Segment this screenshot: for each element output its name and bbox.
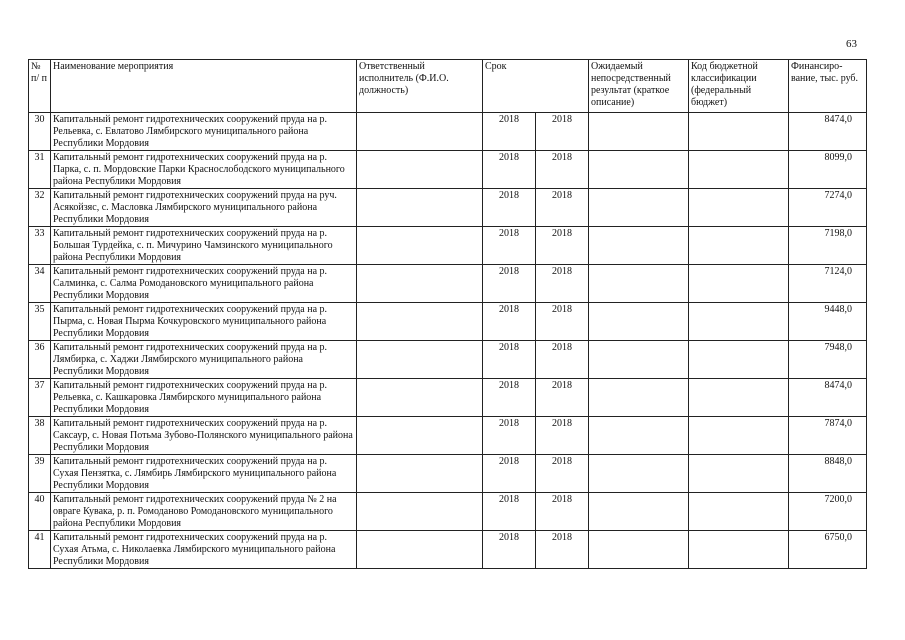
cell-budget-code-text xyxy=(691,456,786,491)
cell-financing xyxy=(789,493,867,531)
cell-num-text: 39 xyxy=(34,456,45,467)
cell-num-text: 34 xyxy=(34,266,45,277)
cell-result xyxy=(589,113,689,151)
cell-budget-code xyxy=(689,227,789,265)
cell-end-year-text: 2018 xyxy=(552,532,572,543)
cell-end-year-text: 2018 xyxy=(552,152,572,163)
cell-financing-text: 7874,0 xyxy=(824,418,852,429)
cell-budget-code xyxy=(689,265,789,303)
cell-budget-code xyxy=(689,151,789,189)
cell-start-year xyxy=(483,151,536,189)
cell-num-text: 40 xyxy=(34,494,45,505)
cell-start-year xyxy=(483,227,536,265)
cell-financing-text: 8474,0 xyxy=(824,114,852,125)
cell-start-year xyxy=(483,379,536,417)
cell-responsible-text xyxy=(359,532,480,567)
cell-budget-code xyxy=(689,417,789,455)
cell-responsible-text xyxy=(359,190,480,225)
cell-budget-code-text xyxy=(691,342,786,377)
cell-financing-text: 8848,0 xyxy=(824,456,852,467)
cell-name-text: Капитальный ремонт гидротехнических сооружений пруда на р. Парка, с. п. Мордовские Парки Краснослободского муниципального района Республики Мордовия xyxy=(53,152,345,187)
cell-responsible-text xyxy=(359,456,480,491)
cell-result-text xyxy=(591,380,686,415)
cell-end-year-text: 2018 xyxy=(552,266,572,277)
cell-name xyxy=(51,341,357,379)
cell-num-text: 31 xyxy=(34,152,45,163)
cell-budget-code-text xyxy=(691,380,786,415)
cell-end-year-text: 2018 xyxy=(552,380,572,391)
cell-result-text xyxy=(591,456,686,491)
cell-result-text xyxy=(591,228,686,263)
cell-responsible xyxy=(357,341,483,379)
cell-name xyxy=(51,227,357,265)
cell-name xyxy=(51,303,357,341)
cell-name xyxy=(51,189,357,227)
cell-end-year-text: 2018 xyxy=(552,494,572,505)
cell-num xyxy=(29,341,51,379)
cell-financing-text: 7948,0 xyxy=(824,342,852,353)
cell-financing-text: 7200,0 xyxy=(824,494,852,505)
cell-start-year-text: 2018 xyxy=(499,494,519,505)
cell-budget-code xyxy=(689,113,789,151)
cell-num xyxy=(29,265,51,303)
cell-result xyxy=(589,189,689,227)
table-body xyxy=(29,113,867,569)
cell-num-text: 36 xyxy=(34,342,45,353)
header-name: Наименование мероприятия xyxy=(51,60,357,113)
cell-result xyxy=(589,379,689,417)
cell-end-year xyxy=(536,341,589,379)
cell-result xyxy=(589,531,689,569)
cell-financing xyxy=(789,113,867,151)
cell-name-text: Капитальный ремонт гидротехнических сооружений пруда на р. Рельевка, с. Евлатово Лямбирского муниципального района Республики Мордовия xyxy=(53,114,328,149)
header-responsible: Ответственный исполнитель (Ф.И.О. должность) xyxy=(357,60,483,113)
cell-end-year xyxy=(536,303,589,341)
cell-budget-code-text xyxy=(691,190,786,225)
cell-start-year xyxy=(483,341,536,379)
cell-result-text xyxy=(591,342,686,377)
table-row xyxy=(29,379,867,417)
cell-num xyxy=(29,493,51,531)
cell-name xyxy=(51,113,357,151)
table-row xyxy=(29,113,867,151)
cell-start-year xyxy=(483,455,536,493)
cell-budget-code xyxy=(689,531,789,569)
cell-start-year xyxy=(483,113,536,151)
cell-responsible xyxy=(357,303,483,341)
cell-responsible xyxy=(357,531,483,569)
header-financing: Финансиро-вание, тыс. руб. xyxy=(789,60,867,113)
cell-end-year xyxy=(536,189,589,227)
cell-result-text xyxy=(591,532,686,567)
table-row xyxy=(29,531,867,569)
cell-result xyxy=(589,303,689,341)
cell-budget-code xyxy=(689,379,789,417)
table-row xyxy=(29,341,867,379)
cell-financing-text: 7124,0 xyxy=(824,266,852,277)
cell-start-year xyxy=(483,531,536,569)
cell-name-text: Капитальный ремонт гидротехнических сооружений пруда на руч. Асякойзяс, с. Масловка Лямбирского муниципального района Республики Мордовия xyxy=(53,190,337,225)
cell-financing xyxy=(789,265,867,303)
cell-start-year xyxy=(483,189,536,227)
cell-budget-code xyxy=(689,455,789,493)
cell-name-text: Капитальный ремонт гидротехнических сооружений пруда на р. Пырма, с. Новая Пырма Кочкуровского муниципального района Республики Мордовия xyxy=(53,304,328,339)
cell-num xyxy=(29,151,51,189)
cell-name xyxy=(51,379,357,417)
cell-end-year-text: 2018 xyxy=(552,304,572,315)
cell-financing-text: 7274,0 xyxy=(824,190,852,201)
cell-num xyxy=(29,455,51,493)
cell-num-text: 33 xyxy=(34,228,45,239)
cell-financing xyxy=(789,227,867,265)
cell-end-year-text: 2018 xyxy=(552,228,572,239)
cell-budget-code-text xyxy=(691,418,786,453)
cell-start-year-text: 2018 xyxy=(499,418,519,429)
cell-num-text: 38 xyxy=(34,418,45,429)
header-num: № п/ п xyxy=(29,60,51,113)
cell-start-year-text: 2018 xyxy=(499,380,519,391)
cell-result-text xyxy=(591,304,686,339)
cell-end-year xyxy=(536,531,589,569)
cell-end-year-text: 2018 xyxy=(552,456,572,467)
cell-budget-code-text xyxy=(691,304,786,339)
cell-result xyxy=(589,455,689,493)
header-result: Ожидаемый непосредственный результат (краткое описание) xyxy=(589,60,689,113)
cell-result-text xyxy=(591,114,686,149)
cell-start-year-text: 2018 xyxy=(499,532,519,543)
cell-num xyxy=(29,531,51,569)
cell-result xyxy=(589,227,689,265)
cell-result-text xyxy=(591,494,686,529)
table-row xyxy=(29,303,867,341)
cell-financing-text: 9448,0 xyxy=(824,304,852,315)
cell-num-text: 30 xyxy=(34,114,45,125)
cell-responsible xyxy=(357,455,483,493)
cell-result-text xyxy=(591,418,686,453)
cell-financing-text: 6750,0 xyxy=(824,532,852,543)
cell-responsible-text xyxy=(359,114,480,149)
cell-result xyxy=(589,341,689,379)
cell-financing xyxy=(789,379,867,417)
cell-financing xyxy=(789,455,867,493)
cell-financing-text: 8474,0 xyxy=(824,380,852,391)
cell-responsible xyxy=(357,227,483,265)
table-row xyxy=(29,417,867,455)
cell-budget-code xyxy=(689,189,789,227)
cell-start-year-text: 2018 xyxy=(499,456,519,467)
cell-end-year xyxy=(536,379,589,417)
cell-result xyxy=(589,265,689,303)
cell-budget-code xyxy=(689,341,789,379)
cell-name-text: Капитальный ремонт гидротехнических сооружений пруда на р. Большая Турдейка, с. п. Мичурино Чамзинского муниципального района Республики Мордовия xyxy=(53,228,333,263)
cell-financing xyxy=(789,151,867,189)
cell-budget-code-text xyxy=(691,114,786,149)
cell-financing xyxy=(789,341,867,379)
cell-result xyxy=(589,493,689,531)
cell-start-year-text: 2018 xyxy=(499,114,519,125)
table-row xyxy=(29,493,867,531)
cell-num xyxy=(29,417,51,455)
header-term: Срок xyxy=(483,60,589,113)
cell-end-year-text: 2018 xyxy=(552,190,572,201)
cell-responsible-text xyxy=(359,152,480,187)
cell-num xyxy=(29,303,51,341)
cell-name-text: Капитальный ремонт гидротехнических сооружений пруда на р. Сухая Атьма, с. Николаевка Лямбирского муниципального района Республики Мордовия xyxy=(53,532,336,567)
cell-name xyxy=(51,493,357,531)
cell-num-text: 32 xyxy=(34,190,45,201)
cell-num xyxy=(29,113,51,151)
cell-start-year xyxy=(483,493,536,531)
cell-name xyxy=(51,265,357,303)
cell-result-text xyxy=(591,152,686,187)
table-row xyxy=(29,265,867,303)
cell-responsible-text xyxy=(359,304,480,339)
cell-name-text: Капитальный ремонт гидротехнических сооружений пруда на р. Салминка, с. Салма Ромодановского муниципального района Республики Мордовия xyxy=(53,266,328,301)
cell-start-year xyxy=(483,265,536,303)
cell-responsible xyxy=(357,151,483,189)
page-number: 63 xyxy=(846,38,857,50)
table-row xyxy=(29,189,867,227)
cell-result-text xyxy=(591,266,686,301)
cell-budget-code-text xyxy=(691,266,786,301)
cell-budget-code xyxy=(689,493,789,531)
table-row xyxy=(29,227,867,265)
cell-budget-code-text xyxy=(691,228,786,263)
cell-num-text: 35 xyxy=(34,304,45,315)
cell-end-year xyxy=(536,227,589,265)
cell-start-year-text: 2018 xyxy=(499,304,519,315)
cell-end-year-text: 2018 xyxy=(552,114,572,125)
cell-responsible xyxy=(357,113,483,151)
cell-name xyxy=(51,455,357,493)
cell-end-year xyxy=(536,151,589,189)
cell-num xyxy=(29,379,51,417)
cell-num-text: 37 xyxy=(34,380,45,391)
cell-start-year xyxy=(483,417,536,455)
cell-responsible-text xyxy=(359,494,480,529)
cell-name-text: Капитальный ремонт гидротехнических сооружений пруда № 2 на овраге Кувака, р. п. Ромоданово Ромодановского муниципального района Республики Мордовия xyxy=(53,494,337,529)
cell-num xyxy=(29,189,51,227)
cell-responsible-text xyxy=(359,228,480,263)
cell-budget-code-text xyxy=(691,494,786,529)
cell-responsible xyxy=(357,265,483,303)
header-budget-code: Код бюджетной классификации (федеральный бюджет) xyxy=(689,60,789,113)
cell-financing-text: 7198,0 xyxy=(824,228,852,239)
cell-result xyxy=(589,417,689,455)
table-row xyxy=(29,455,867,493)
cell-start-year-text: 2018 xyxy=(499,228,519,239)
cell-name xyxy=(51,531,357,569)
cell-end-year xyxy=(536,113,589,151)
cell-responsible xyxy=(357,379,483,417)
cell-financing xyxy=(789,303,867,341)
cell-start-year xyxy=(483,303,536,341)
cell-name xyxy=(51,151,357,189)
cell-start-year-text: 2018 xyxy=(499,152,519,163)
cell-financing xyxy=(789,189,867,227)
cell-name-text: Капитальный ремонт гидротехнических сооружений пруда на р. Сухая Пензятка, с. Лямбирь Лямбирского муниципального района Республики Мордовия xyxy=(53,456,337,491)
cell-budget-code xyxy=(689,303,789,341)
cell-end-year xyxy=(536,265,589,303)
cell-financing xyxy=(789,531,867,569)
cell-responsible-text xyxy=(359,266,480,301)
cell-result-text xyxy=(591,190,686,225)
cell-financing-text: 8099,0 xyxy=(824,152,852,163)
cell-end-year xyxy=(536,417,589,455)
cell-name-text: Капитальный ремонт гидротехнических сооружений пруда на р. Лямбирка, с. Хаджи Лямбирского муниципального района Республики Мордовия xyxy=(53,342,328,377)
cell-result xyxy=(589,151,689,189)
cell-name-text: Капитальный ремонт гидротехнических сооружений пруда на р. Рельевка, с. Кашкаровка Лямбирского муниципального района Республики Мордовия xyxy=(53,380,328,415)
cell-responsible xyxy=(357,493,483,531)
cell-end-year-text: 2018 xyxy=(552,342,572,353)
cell-budget-code-text xyxy=(691,152,786,187)
table-row xyxy=(29,151,867,189)
cell-responsible-text xyxy=(359,380,480,415)
cell-num-text: 41 xyxy=(34,532,45,543)
cell-responsible xyxy=(357,417,483,455)
cell-name-text: Капитальный ремонт гидротехнических сооружений пруда на р. Саксаур, с. Новая Потьма Зубово-Полянского муниципального района Республики Мордовия xyxy=(53,418,353,453)
cell-start-year-text: 2018 xyxy=(499,190,519,201)
cell-financing xyxy=(789,417,867,455)
activities-table xyxy=(28,59,867,569)
cell-responsible-text xyxy=(359,418,480,453)
cell-budget-code-text xyxy=(691,532,786,567)
cell-end-year xyxy=(536,493,589,531)
cell-end-year xyxy=(536,455,589,493)
cell-responsible-text xyxy=(359,342,480,377)
cell-start-year-text: 2018 xyxy=(499,266,519,277)
table-header xyxy=(29,60,867,113)
cell-name xyxy=(51,417,357,455)
cell-responsible xyxy=(357,189,483,227)
cell-num xyxy=(29,227,51,265)
cell-start-year-text: 2018 xyxy=(499,342,519,353)
cell-end-year-text: 2018 xyxy=(552,418,572,429)
